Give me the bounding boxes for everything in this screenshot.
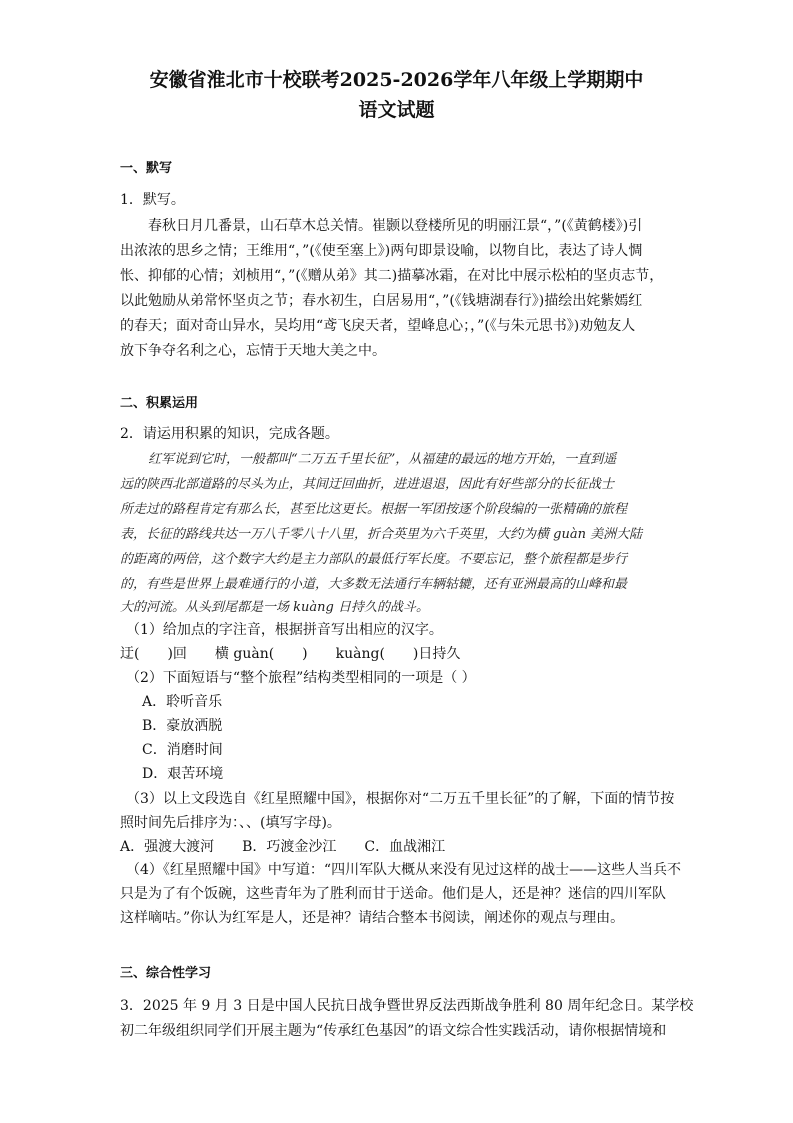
passage-line: 大的河流。从头到尾都是一场 kuàng 日持久的战斗。 [120,600,429,615]
q1-line: 怅、抑郁的心情；刘桢用“，”(《赠从弟》其二)描摹冰霜，在对比中展示松柏的坚贞志节， [120,268,664,284]
question-3-line: 初二年级组织同学们开展主题为“传承红色基因”的语文综合性实践活动，请你根据情境和 [120,1023,667,1039]
doc-title-line1: 安徽省淮北市十校联考2025-2026学年八年级上学期期中 [149,69,644,91]
sub-question-3-options: A．强渡大渡河 B．巧渡金沙江 C．血战湘江 [120,839,446,855]
section-heading-3: 三、综合性学习 [120,966,212,981]
q1-line: 春秋日月几番景，山石草木总关情。崔颢以登楼所见的明丽江景“，”(《黄鹤楼》)引 [148,218,643,234]
section-heading-1: 一、默写 [120,161,173,176]
question-1-label: 1．默写。 [120,192,185,208]
q1-line: 以此勉励从弟常怀坚贞之节；春水初生，白居易用“，”(《钱塘湖春行》)描绘出姹紫嫣红 [120,293,643,309]
sub-question-3-cont: 照时间先后排序为：、、(填写字母)。 [120,815,341,831]
passage-line: 的，有些是世界上最难通行的小道，大多数无法通行车辆轱辘，还有亚洲最高的山峰和最 [120,577,628,592]
sub-question-2: （2）下面短语与“整个旅程”结构类型相同的一项是（ ） [126,670,476,686]
question-3-line: 3．2025 年 9 月 3 日是中国人民抗日战争暨世界反法西斯战争胜利 80 周年纪念日。某学校 [120,998,694,1014]
sub-question-4-cont: 只是为了有个饭碗，这些青年为了胜利而甘于送命。他们是人，还是神？迷信的四川军队 [120,886,666,902]
sub-question-1-blanks: 迂( )回 横 guàn( ) kuàng( )日持久 [120,646,461,662]
sub-question-4-cont: 这样嘀咕。”你认为红军是人，还是神？请结合整本书阅读，阐述你的观点与理由。 [120,910,625,926]
option-a: A．聆听音乐 [142,694,223,710]
sub-question-3: （3）以上文段选自《红星照耀中国》，根据你对“二万五千里长征”的了解，下面的情节按 [126,791,675,807]
passage-line: 的距离的两倍，这个数字大约是主力部队的最低行军长度。不要忘记，整个旅程都是步行 [120,552,628,567]
passage-line: 所走过的路程肯定有那么长，甚至比这更长。根据一军团按逐个阶段编的一张精确的旅程 [120,502,628,517]
option-d: D．艰苦环境 [142,766,224,782]
sub-question-1: （1）给加点的字注音，根据拼音写出相应的汉字。 [126,622,443,638]
option-c: C．消磨时间 [142,742,223,758]
sub-question-4: （4）《红星照耀中国》中写道：“四川军队大概从来没有见过这样的战士——这些人当兵不 [126,862,682,878]
q1-line: 的春天；面对奇山异水，吴均用“鸢飞戾天者，望峰息心；，”(《与朱元思书》)劝勉友人 [120,318,636,334]
passage-line: 表，长征的路线共达一万八千零八十八里，折合英里为六千英里，大约为横 guàn 美洲大陆 [120,527,643,542]
passage-line: 红军说到它时，一般都叫“二万五千里长征”，从福建的最远的地方开始，一直到遥 [148,452,617,467]
section-heading-2: 二、积累运用 [120,396,199,411]
option-b: B．豪放洒脱 [142,718,223,734]
q1-line: 放下争夺名利之心，忘情于天地大美之中。 [120,343,386,359]
passage-line: 远的陕西北部道路的尽头为止，其间迂回曲折，进进退退，因此有好些部分的长征战士 [120,477,615,492]
q1-line: 出浓浓的思乡之情；王维用“，”(《使至塞上》)两句即景设喻，以物自比，表达了诗人惆 [120,243,643,259]
doc-title-line2: 语文试题 [358,99,435,121]
question-2-label: 2．请运用积累的知识，完成各题。 [120,426,339,442]
